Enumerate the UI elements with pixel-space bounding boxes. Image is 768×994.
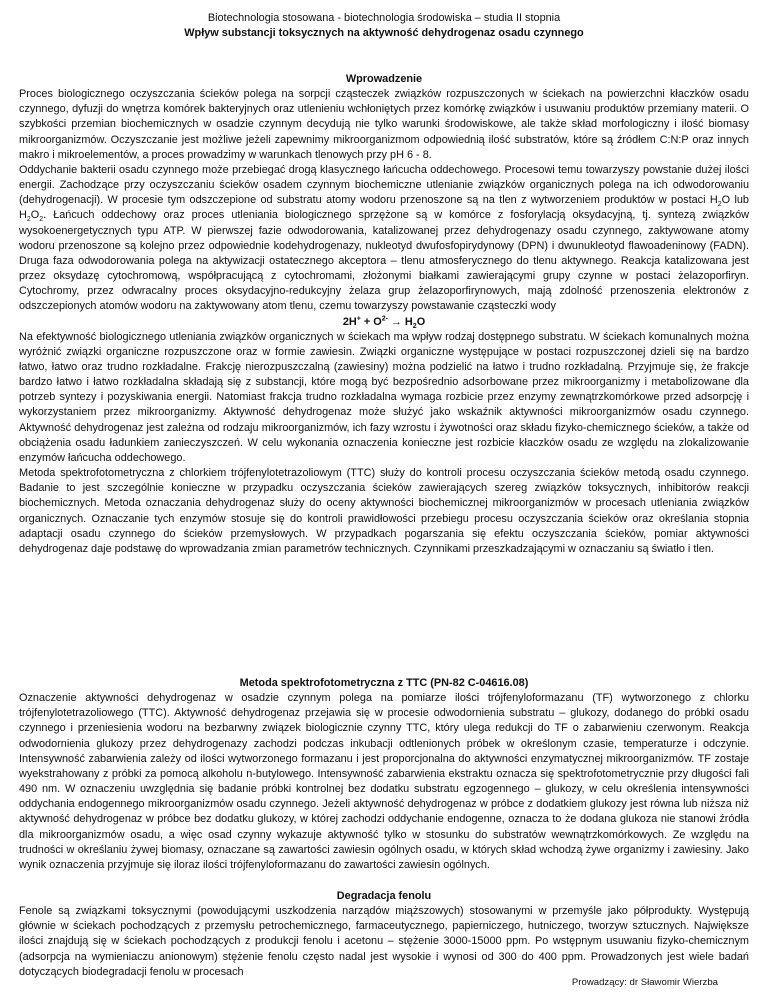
course-title: Biotechnologia stosowana - biotechnologia środowiska – studia II stopnia [207,12,561,24]
intro-paragraph-4: Metoda spektrofotometryczna z chlorkiem trójfenylotetrazoliowym (TTC) służy do kontroli procesu oczyszczania ścieków metodą osadu czynnego. Badanie to jest szczególnie konieczne w przypadku oczyszczania ścieków zawierających szereg związków toksycznych, inhibitorów reakcji biochemicznych. Metoda oznaczania dehydrogenaz służy do oceny aktywności biochemicznej mikroorganizmów w procesach utleniania związków organicznych. Oznaczanie tych enzymów stosuje się do kontroli prawidłowości przebiegu procesu oczyszczania ścieków oraz określania stopnia adaptacji osadu czynnego do ścieków przemysłowych. W przypadkach pogarszania się efektu oczyszczania ścieków, pomiar aktywności dehydrogenaz daje podstawę do wprowadzania zmian parametrów technicznych. Czynnikami przeszkadzającymi w oznaczaniu są światło i tlen. [19,467,749,555]
instructor-footer: Prowadzący: dr Sławomir Wierzba [571,977,718,988]
document-title: Wpływ substancji toksycznych na aktywność dehydrogenaz osadu czynnego [184,27,584,39]
method-paragraph: Oznaczenie aktywności dehydrogenaz w osadzie czynnym polega na pomiarze ilości trójfenyloformazanu (TF) wytworzonego z chlorku trójfenylotetrazoliowego (TTC). Aktywność dehydrogenaz przejawia się w procesie odwodornienia substratu – glukozy, dodanego do próbki osadu czynnego i przeniesienia wodoru na bezbarwny związek biologicznie czynny TTC, który ulega redukcji do TF o zabarwieniu czerwonym. Reakcja odwodornienia glukozy przez dehydrogenazy zachodzi podczas inkubacji odtlenionych próbek w określonym czasie, temperaturze i odczynie. Intensywność zabarwienia zależy od ilości wytworzonego formazanu i jest proporcjonalna do aktywności enzymatycznej mikroorganizmów. TF zostaje wyekstrahowany z próbki za pomocą alkoholu n-butylowego. Intensywność zabarwienia ekstraktu oznacza się spektrofotometrycznie przy długości fali 490 nm. W oznaczeniu uwzględnia się badanie próbki kontrolnej bez dodatku substratu egzogennego – glukozy, w celu określenia intensywności oddychania endogennego mikroorganizmów osadu czynnego. Jeżeli aktywność dehydrogenaz w próbce z dodatkiem glukozy jest równa lub niższa niż aktywność dehydrogenaz w próbce bez dodatku glukozy, w której zachodzi oddychanie endogenne, oznacza to że dodana glukoza nie stanowi źródła dla mikroorganizmów osadu, a więc osad czynny wykazuje aktywność tylko w stosunku do substratów wewnątrzkomórkowych. Ze względu na trudności w określaniu żywej biomasy, oznaczane są zawartości zawiesin ogólnych osadu, w których skład wchodzą żywe organizmy i zawiesiny. Jako wynik oznaczenia przyjmuje się iloraz ilości trójfenyloformazanu do zawartości zawiesin ogólnych. [19,692,749,871]
intro-section [19,72,749,557]
intro-paragraph-3: Na efektywność biologicznego utleniania związków organicznych w ściekach ma wpływ rodzaj dostępnego substratu. W ściekach komunalnych można wyróżnić związki organiczne rozpuszczone oraz w formie zawiesin. Związki organiczne występujące w postaci rozpuszczonej dzieli się na bardzo łatwo, łatwo oraz trudno rozkładalne. Frakcję nierozpuszczalną (zawiesiny) można podzielić na łatwo i trudno rozkładalną. Przyjmuje się, że frakcje bardzo łatwo i łatwo rozkładalna składają się z substancji, które mogą być bezpośrednio adsorbowane przez mikroorganizmy i metabolizowane dla potrzeb syntezy i pozyskiwania energii. Natomiast frakcja trudno rozkładalna wymaga rozbicie przez enzymy zewnątrzkomórkowe przed adsorpcję i wykorzystaniem przez mikroorganizmy. Aktywność dehydrogenaz może służyć jako wskaźnik aktywności mikroorganizmów osadu czynnego. Aktywność dehydrogenaz jest zależna od rodzaju mikroorganizmów, ich fazy wzrostu i żywotności oraz składu fizyko-chemicznego ścieków, a także od obciążenia osadu ładunkiem zanieczyszczeń. W celu wykonania oznaczenia konieczne jest rozbicie kłaczków osadu ze względu na zlokalizowanie enzymów łańcucha oddechowego. [19,330,749,464]
intro-paragraph-1: Proces biologicznego oczyszczania ścieków polega na sorpcji cząsteczek związków rozpuszczonych w ściekach na powierzchni kłaczków osadu czynnego, dyfuzji do wnętrza komórek bakteryjnych oraz utlenieniu wchłoniętych przez komórkę związków i usuwaniu produktów przemiany materii. O szybkości przemian biochemicznych w osadzie czynnym decydują nie tylko warunki środowiskowe, ale także skład morfologiczny i ilość biomasy mikroorganizmów. Oczyszczanie jest możliwe jeżeli zapewnimy mikroorganizmom odpowiednią ilość substratów, które są źródłem C:N:P oraz innych makro i mikroelementów, a proces prowadzimy w warunkach tlenowych przy pH 6 - 8. [19,88,749,161]
intro-paragraph-2: Oddychanie bakterii osadu czynnego może przebiegać drogą klasycznego łańcucha oddechowego. Procesowi temu towarzyszy powstanie dużej ilości energii. Zachodzące przy oczyszczaniu ścieków osadem czynnym biochemiczne utlenianie związków organicznych polega na ich odwodorowaniu (dehydrogenacji). W procesie tym odszczepione od substratu atomy wodoru przenoszone są na tlen z wytworzeniem produktów w postaci $H_2O$ lub $H_2O_2$. Łańcuch oddechowy oraz proces utleniania biologicznego sprzężone są w komórce z fosforylacją oksydacyjną, tj. syntezą związków wysokoenergetycznych typu ATP. W pierwszej fazie odwodorowania, katalizowanej przez dehydrogenazy osadu czynnego, zaktywowane atomy wodoru przenoszone są kolejno przez odpowiednie kodehydrogenazy, nukleotyd dwufosfopirydynowy (DPN) i dwunukleotyd flawoadeninowy (FADN). Druga faza odwodorowania polega na aktywizacji ostatecznego akceptora – tlenu atmosferycznego do tlenu aktywnego. Reakcja katalizowana jest przez oksydazę cytochromową, współpracującą z cytochromami, złożonymi białkami zawierającymi grupy czynne w postaci żelazoporfiryn. Cytochromy, przez odwracalny proces oksydacyjno-redukcyjny żelaza grup żelazoporfirynowych, mają zdolność przenoszenia elektronów z odszczepionych atomów wodoru na zaktywowany atom tlenu, czemu towarzyszy powstawanie cząsteczki wody [19,163,749,313]
method-section [19,676,749,873]
phenol-paragraph: Fenole są związkami toksycznymi (powodującymi uszkodzenia narządów miąższowych) stosowanymi w przemyśle jako półprodukty. Występują głównie w ściekach pochodzących z przemysłu petrochemicznego, farmaceutycznego, papierniczego, hutniczego, tworzyw sztucznych. Największe ilości znajdują się w ściekach pochodzących z produkcji fenolu i acetonu – stężenie 3000-15000 ppm. Po wstępnym usuwaniu fizyko-chemicznym (adsorpcja na wymieniaczu anionowym) stężenie fenolu często nadal jest wysokie i wynosi od 300 do 400 ppm. Prowadzonych jest wiele badań dotyczących biodegradacji fenolu w procesach [19,905,749,978]
intro-heading: Wprowadzenie [345,73,423,85]
method-heading: Metoda spektrofotometryczna z TTC (PN-82 C-04616.08) [239,677,529,689]
water-formation-formula: $2H^+ + O^{2-} \to H_2O$ [342,314,426,330]
phenol-section [19,889,749,980]
phenol-heading: Degradacja fenolu [336,890,432,902]
